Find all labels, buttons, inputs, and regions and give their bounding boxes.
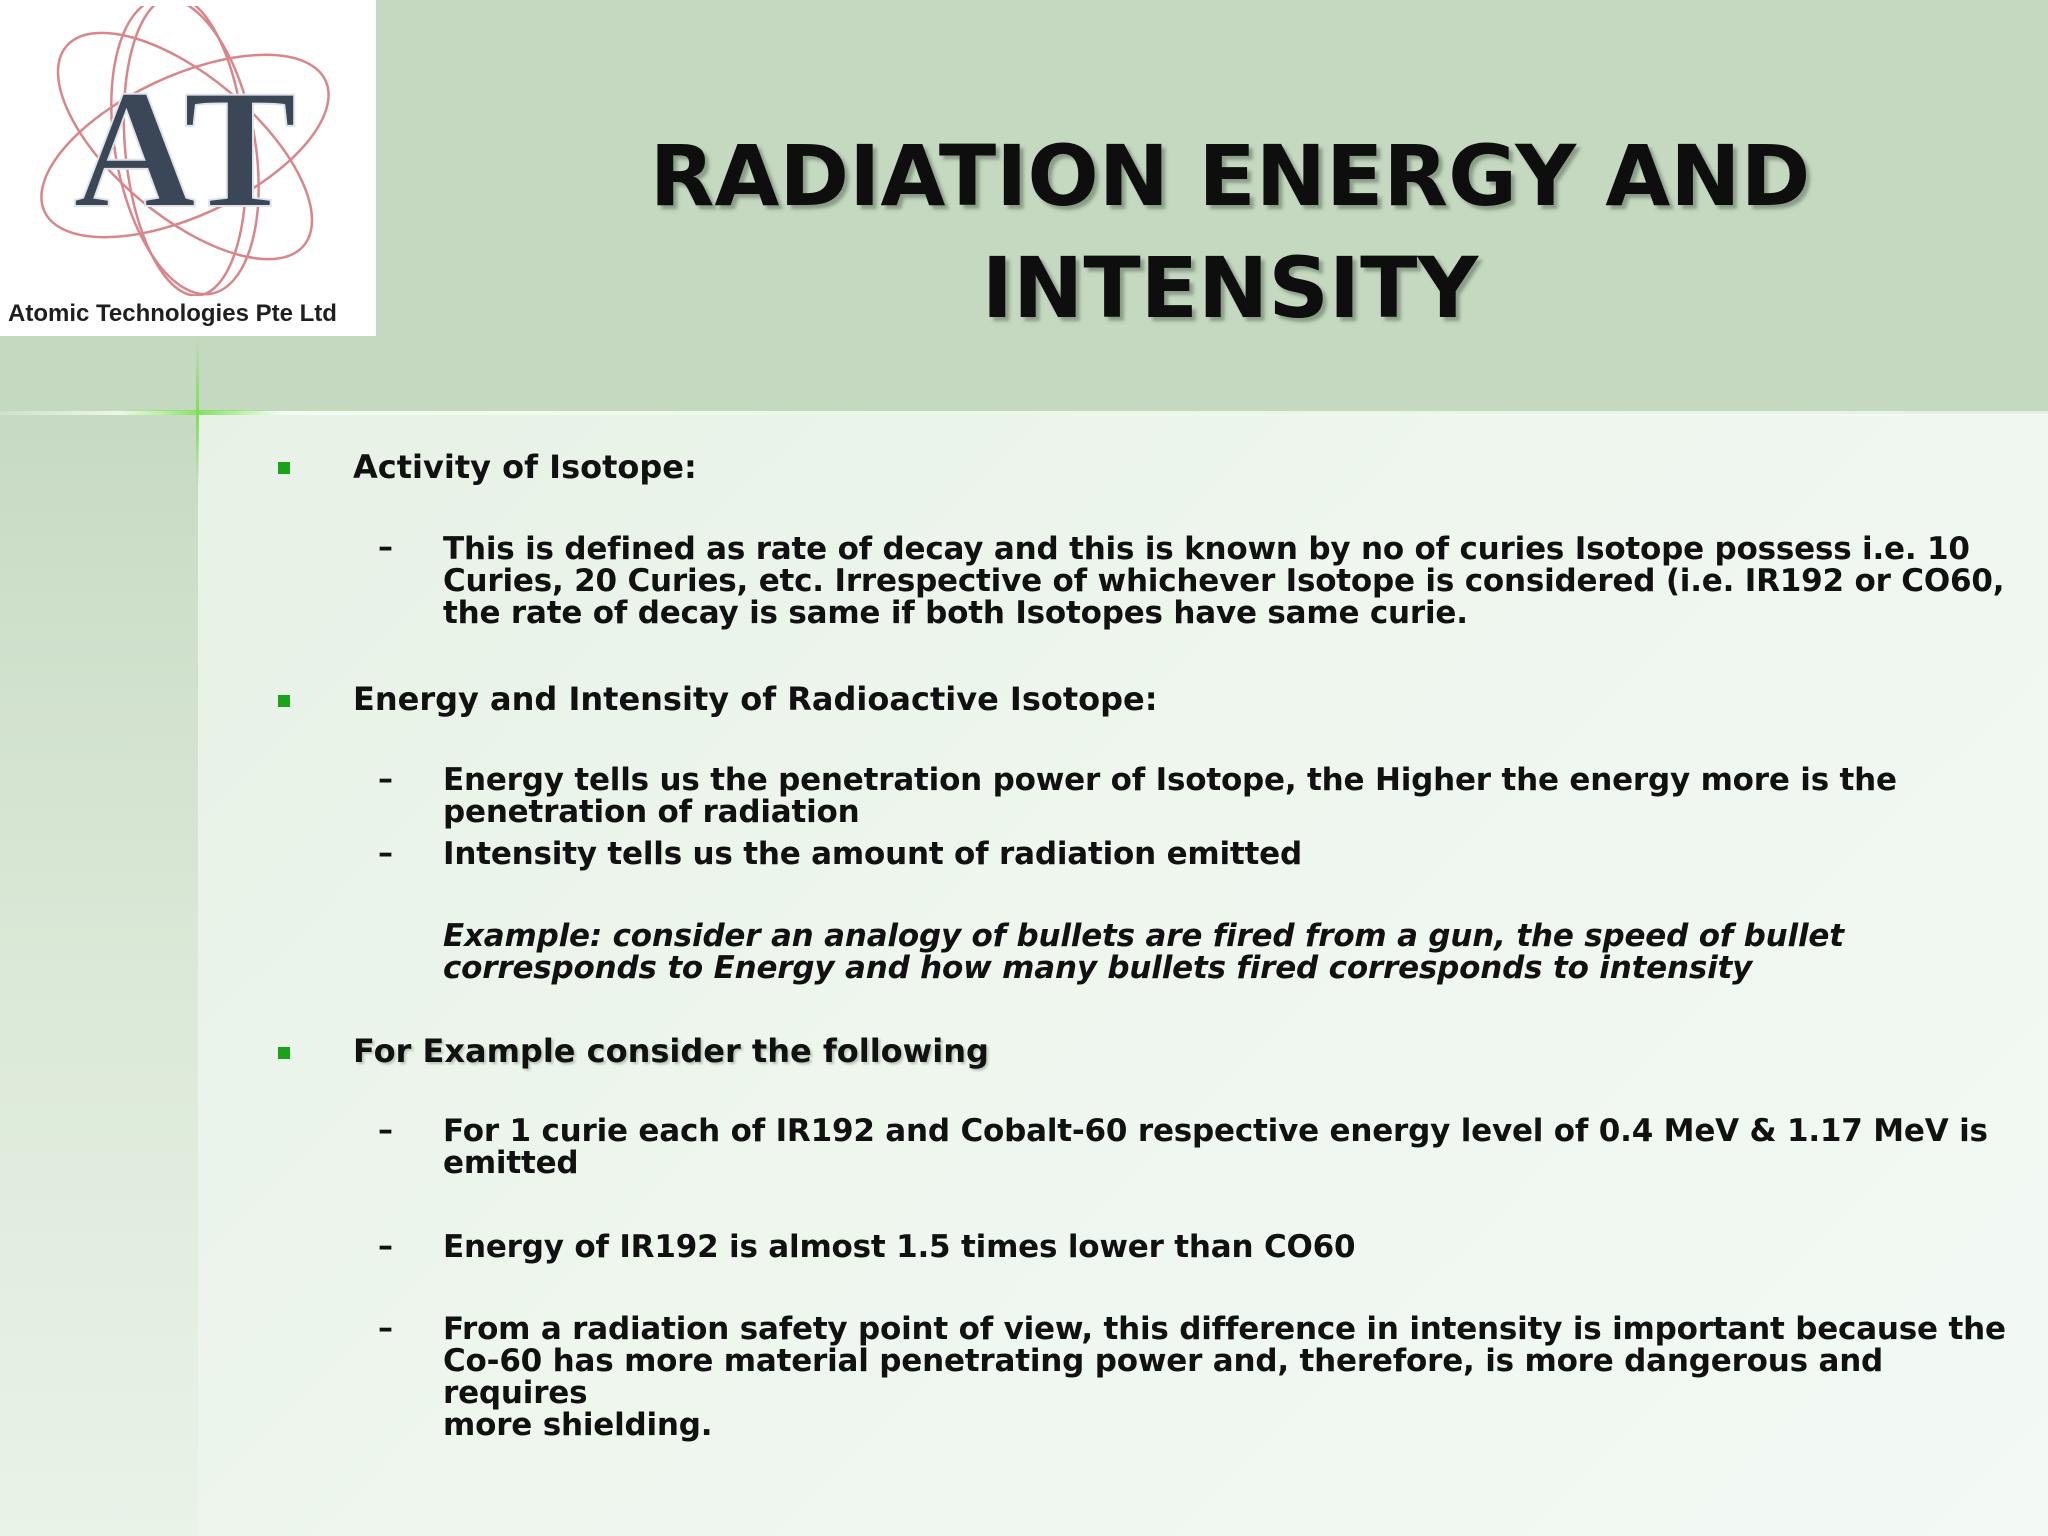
list-item [443, 838, 2023, 870]
text-line: Example: consider an analogy of bullets are fired from a gun, the speed of bullet [443, 918, 1844, 954]
dash-icon: – [378, 530, 393, 565]
list-item [443, 1231, 2023, 1263]
text-line: This is defined as rate of decay and this is known by no of curies Isotope possess i.e. 10 [443, 531, 1970, 567]
text-line: the rate of decay is same if both Isotopes have same curie. [443, 595, 1468, 631]
list-item [443, 1115, 2023, 1179]
dash-icon: – [378, 762, 393, 797]
title-line-2: INTENSITY [981, 239, 1479, 337]
text-line: Energy tells us the penetration power of Isotope, the Higher the energy more is the [443, 762, 1897, 798]
text-line: Intensity tells us the amount of radiation emitted [443, 836, 1302, 872]
dash-icon: – [378, 836, 393, 871]
list-item [443, 1313, 2023, 1441]
text-line: more shielding. [443, 1407, 713, 1443]
text-line: For 1 curie each of IR192 and Cobalt-60 respective energy level of 0.4 MeV & 1.17 MeV is [443, 1113, 1988, 1149]
section-heading: For Example consider the following [353, 1032, 989, 1070]
text-line: From a radiation safety point of view, this difference in intensity is important because the [443, 1311, 2006, 1347]
bullet-square-icon [278, 695, 290, 707]
section-heading: Activity of Isotope: [353, 448, 697, 486]
logo-company-name: Atomic Technologies Pte Ltd [8, 300, 337, 327]
text-line: Energy of IR192 is almost 1.5 times lower than CO60 [443, 1229, 1356, 1265]
title-line-1: RADIATION ENERGY AND [649, 127, 1811, 225]
example-note [443, 920, 2023, 984]
text-line: corresponds to Energy and how many bullets fired corresponds to intensity [443, 950, 1753, 986]
bullet-square-icon [278, 1047, 290, 1059]
section-heading: Energy and Intensity of Radioactive Isotope: [353, 680, 1158, 718]
list-item [443, 764, 2023, 828]
dash-icon: – [378, 1113, 393, 1148]
dash-icon: – [378, 1311, 393, 1346]
list-item [443, 533, 2023, 629]
text-line: Co-60 has more material penetrating power and, therefore, is more dangerous and requires [443, 1343, 1884, 1411]
text-line: penetration of radiation [443, 794, 860, 830]
text-line: emitted [443, 1145, 579, 1181]
logo-monogram: AT [73, 55, 297, 243]
bullet-square-icon [278, 462, 290, 474]
text-line: Curies, 20 Curies, etc. Irrespective of whichever Isotope is considered (i.e. IR192 or CO60, [443, 563, 2005, 599]
dash-icon: – [378, 1229, 393, 1264]
